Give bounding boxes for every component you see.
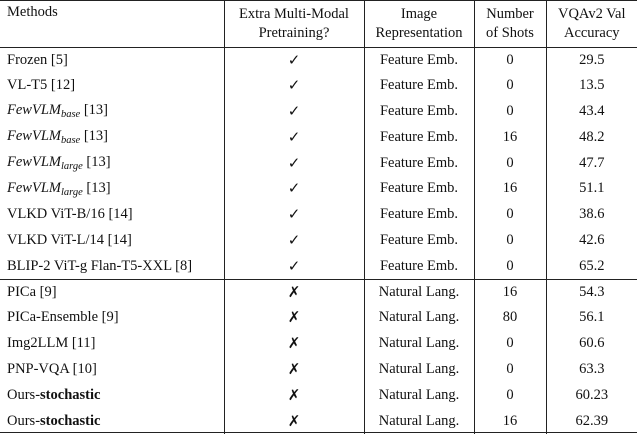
- pretraining-cross-icon: ✗: [224, 408, 364, 434]
- pretraining-check-icon: ✓: [224, 150, 364, 176]
- representation-cell: Natural Lang.: [364, 408, 474, 434]
- pretraining-check-icon: ✓: [224, 176, 364, 202]
- table-row: [0, 124, 637, 150]
- table-row: [0, 382, 637, 408]
- accuracy-cell: 29.5: [546, 47, 637, 73]
- results-table: [0, 1, 637, 434]
- table-row: [0, 305, 637, 331]
- header-pretraining: Extra Multi-Modal Pretraining?: [224, 1, 364, 47]
- shots-cell: 0: [474, 47, 546, 73]
- table-row: [0, 202, 637, 228]
- table-row: [0, 150, 637, 176]
- pretraining-check-icon: ✓: [224, 47, 364, 73]
- shots-cell: 16: [474, 279, 546, 305]
- representation-cell: Natural Lang.: [364, 382, 474, 408]
- method-cell: FewVLM$_{base}$ [13]: [7, 128, 109, 147]
- header-row: [0, 1, 637, 47]
- accuracy-cell: 60.23: [546, 382, 637, 408]
- representation-cell: Natural Lang.: [364, 331, 474, 357]
- table-row: [0, 357, 637, 383]
- method-cell: BLIP-2 ViT-g Flan-T5-XXL [8]: [7, 257, 193, 274]
- method-cell: FewVLM$_{large}$ [13]: [7, 154, 111, 173]
- representation-cell: Feature Emb.: [364, 47, 474, 73]
- shots-cell: 0: [474, 99, 546, 125]
- table-row: [0, 331, 637, 357]
- table-row: [0, 176, 637, 202]
- pretraining-cross-icon: ✗: [224, 305, 364, 331]
- shots-cell: 0: [474, 357, 546, 383]
- pretraining-check-icon: ✓: [224, 73, 364, 99]
- accuracy-cell: 56.1: [546, 305, 637, 331]
- pretraining-check-icon: ✓: [224, 124, 364, 150]
- table-row: [0, 228, 637, 254]
- accuracy-cell: 42.6: [546, 228, 637, 254]
- pretraining-check-icon: ✓: [224, 202, 364, 228]
- pretraining-cross-icon: ✗: [224, 279, 364, 305]
- accuracy-cell: 65.2: [546, 253, 637, 279]
- representation-cell: Feature Emb.: [364, 99, 474, 125]
- accuracy-cell: 54.3: [546, 279, 637, 305]
- shots-cell: 0: [474, 202, 546, 228]
- representation-cell: Feature Emb.: [364, 176, 474, 202]
- method-cell: Frozen [5]: [7, 51, 68, 68]
- table-row: [0, 73, 637, 99]
- shots-cell: 16: [474, 124, 546, 150]
- representation-cell: Feature Emb.: [364, 150, 474, 176]
- accuracy-cell: 60.6: [546, 331, 637, 357]
- method-cell: PICa [9]: [0, 279, 224, 305]
- pretraining-cross-icon: ✗: [224, 382, 364, 408]
- method-cell: Ours-stochastic: [7, 412, 101, 429]
- method-cell: FewVLM$_{base}$ [13]: [7, 102, 109, 121]
- shots-cell: 80: [474, 305, 546, 331]
- table-row: [0, 279, 637, 305]
- table-row: [0, 47, 637, 73]
- table-row: [0, 408, 637, 434]
- pretraining-check-icon: ✓: [224, 253, 364, 279]
- method-cell: Ours-stochastic: [7, 386, 101, 403]
- shots-cell: 0: [474, 382, 546, 408]
- shots-cell: 16: [474, 176, 546, 202]
- representation-cell: Natural Lang.: [364, 357, 474, 383]
- table-row: [0, 253, 637, 279]
- accuracy-cell: 43.4: [546, 99, 637, 125]
- method-cell: Img2LLM [11]: [7, 335, 96, 352]
- method-cell: VLKD ViT-L/14 [14]: [7, 231, 132, 248]
- representation-cell: Natural Lang.: [364, 305, 474, 331]
- header-shots: Number of Shots: [474, 1, 546, 47]
- method-cell: FewVLM$_{large}$ [13]: [7, 179, 111, 198]
- accuracy-cell: 13.5: [546, 73, 637, 99]
- shots-cell: 0: [474, 228, 546, 254]
- method-cell: VLKD ViT-B/16 [14]: [7, 206, 133, 223]
- method-cell: PNP-VQA [10]: [7, 360, 97, 377]
- representation-cell: Feature Emb.: [364, 253, 474, 279]
- shots-cell: 0: [474, 150, 546, 176]
- accuracy-cell: 62.39: [546, 408, 637, 434]
- header-methods: Methods: [0, 1, 224, 47]
- pretraining-cross-icon: ✗: [224, 331, 364, 357]
- shots-cell: 16: [474, 408, 546, 434]
- pretraining-cross-icon: ✗: [224, 357, 364, 383]
- representation-cell: Feature Emb.: [364, 228, 474, 254]
- table-bottom-rule: [0, 432, 637, 433]
- accuracy-cell: 51.1: [546, 176, 637, 202]
- method-cell: PICa-Ensemble [9]: [7, 309, 119, 326]
- representation-cell: Feature Emb.: [364, 73, 474, 99]
- accuracy-cell: 48.2: [546, 124, 637, 150]
- pretraining-check-icon: ✓: [224, 99, 364, 125]
- shots-cell: 0: [474, 73, 546, 99]
- accuracy-cell: 47.7: [546, 150, 637, 176]
- pretraining-check-icon: ✓: [224, 228, 364, 254]
- shots-cell: 0: [474, 331, 546, 357]
- representation-cell: Feature Emb.: [364, 202, 474, 228]
- accuracy-cell: 63.3: [546, 357, 637, 383]
- method-cell: VL-T5 [12]: [7, 77, 76, 94]
- representation-cell: Natural Lang.: [364, 279, 474, 305]
- header-representation: Image Representation: [364, 1, 474, 47]
- header-accuracy: VQAv2 Val Accuracy: [546, 1, 637, 47]
- representation-cell: Feature Emb.: [364, 124, 474, 150]
- table-row: [0, 99, 637, 125]
- shots-cell: 0: [474, 253, 546, 279]
- accuracy-cell: 38.6: [546, 202, 637, 228]
